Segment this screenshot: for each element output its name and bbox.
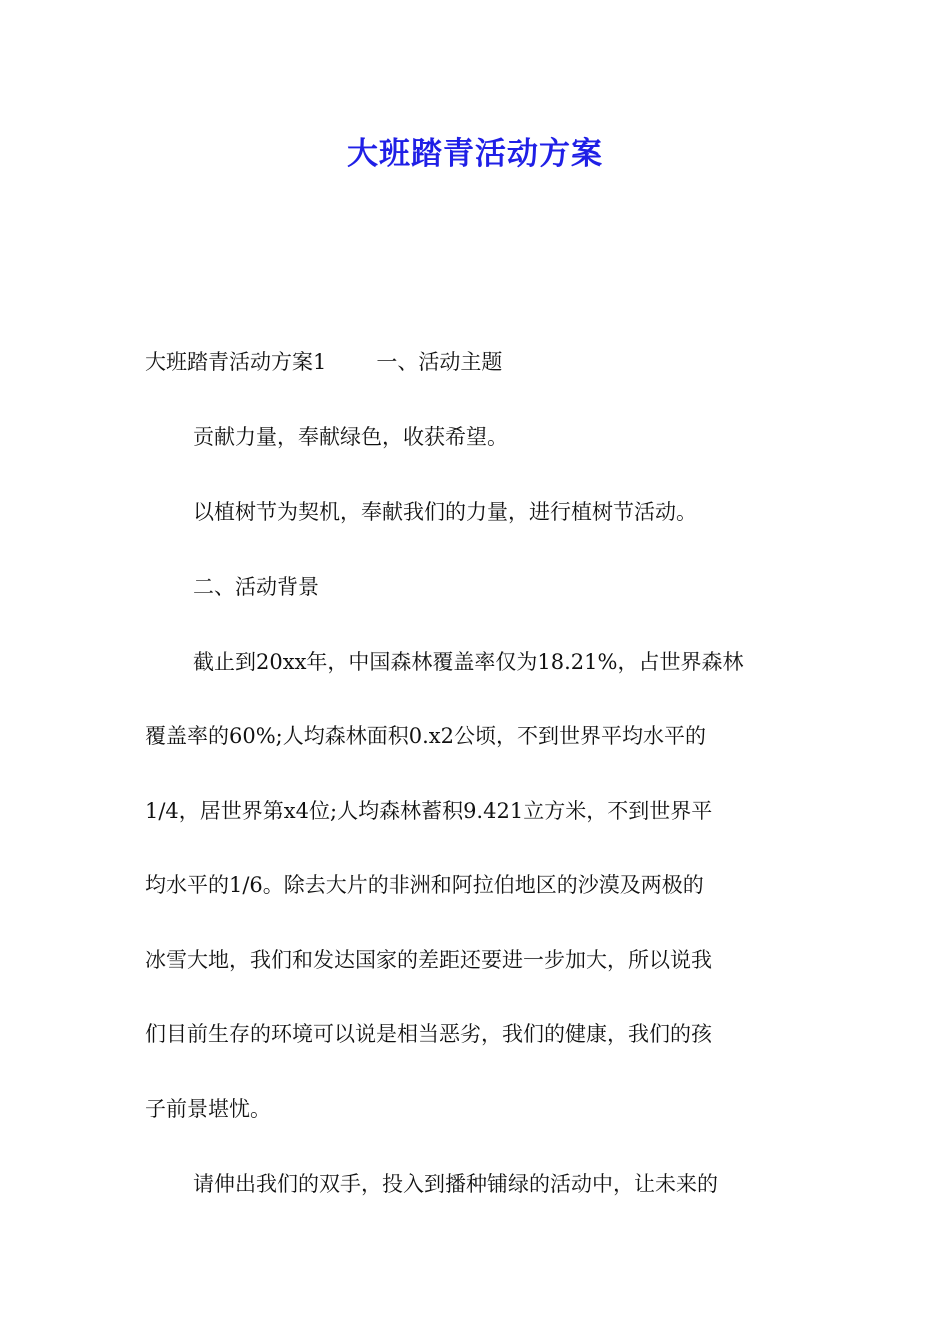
background-line-4: 均水平的1/6。除去大片的非洲和阿拉伯地区的沙漠及两极的 [145, 873, 704, 897]
section1-heading: 一、活动主题 [376, 350, 503, 374]
background-line-2: 覆盖率的60%;人均森林面积0.x2公顷，不到世界平均水平的 [145, 724, 706, 748]
background-line-5: 冰雪大地，我们和发达国家的差距还要进一步加大，所以说我 [145, 948, 712, 972]
background-line-1: 截止到20xx年，中国森林覆盖率仅为18.21%，占世界森林 [193, 650, 744, 674]
background-line-7: 子前景堪忧。 [145, 1097, 271, 1121]
paragraph-call-to-action: 请伸出我们的双手，投入到播种铺绿的活动中，让未来的 [193, 1172, 718, 1196]
background-line-6: 们目前生存的环境可以说是相当恶劣，我们的健康，我们的孩 [145, 1022, 712, 1046]
paragraph-purpose: 以植树节为契机，奉献我们的力量，进行植树节活动。 [193, 500, 697, 524]
intro-line [145, 346, 502, 376]
background-line-3: 1/4，居世界第x4位;人均森林蓄积9.421立方米，不到世界平 [145, 799, 713, 823]
plan-label: 大班踏青活动方案1 [145, 350, 327, 374]
section2-heading: 二、活动背景 [193, 575, 319, 599]
document-title: 大班踏青活动方案 [347, 136, 603, 172]
paragraph-theme: 贡献力量，奉献绿色，收获希望。 [193, 425, 508, 449]
